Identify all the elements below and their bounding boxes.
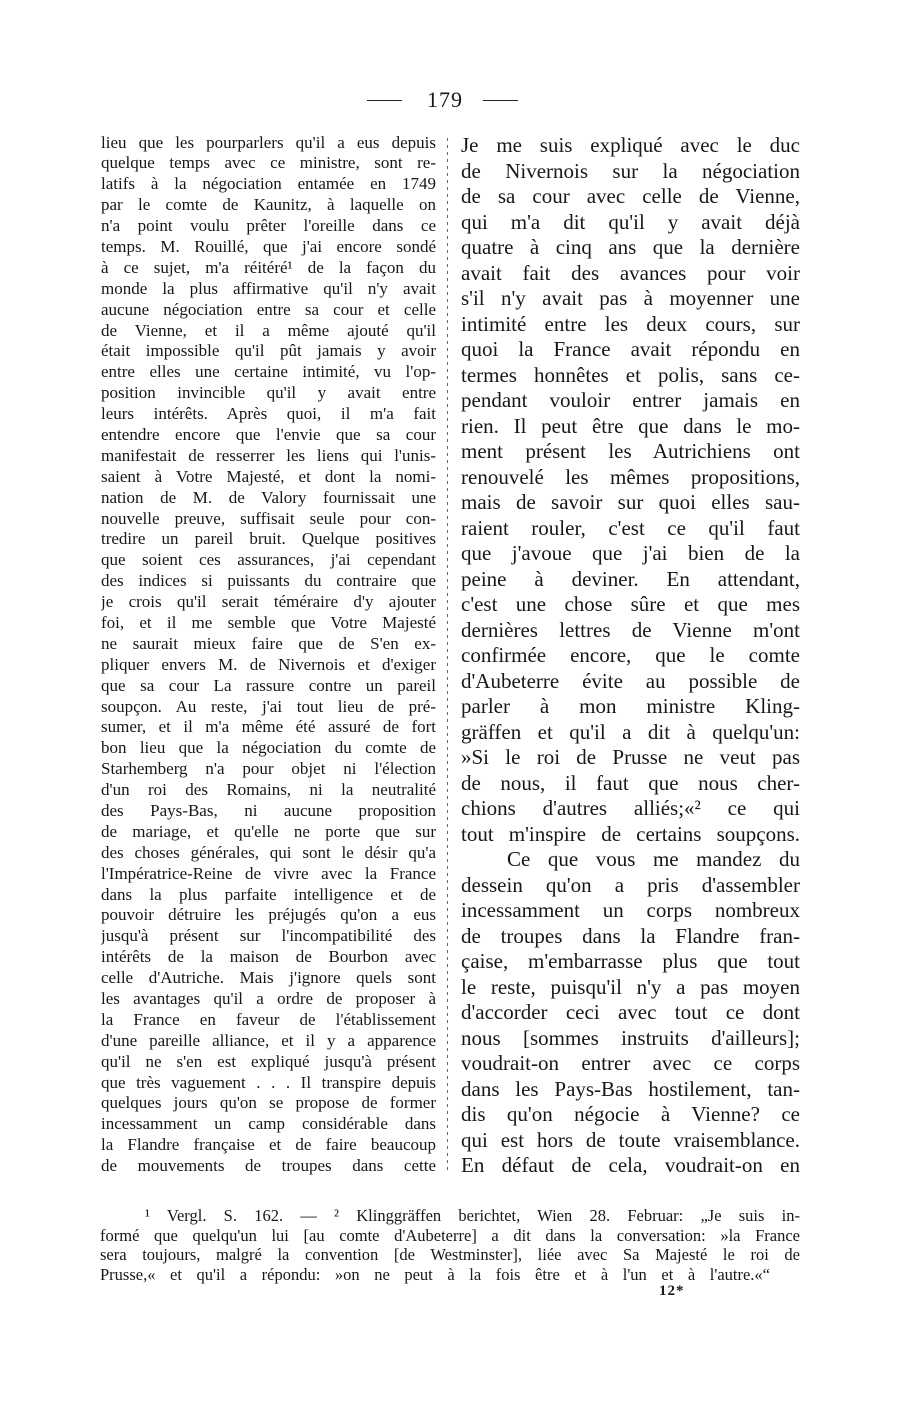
paragraph-start-line: Ce que vous me mandez du	[507, 847, 800, 872]
left-column-line: ne saurait mieux faire que de S'en ex-	[101, 633, 436, 653]
left-column-line: la France en faveur de l'établissement	[101, 1009, 436, 1029]
right-column-line: de troupes dans la Flandre fran-	[461, 923, 800, 948]
left-column-line: tredire un pareil bruit. Quelque positives	[101, 529, 436, 549]
left-column-line: celle d'Autriche. Mais j'ignore quels sont	[101, 968, 436, 988]
left-column-line: n'a point voulu prêter l'oreille dans ce	[101, 216, 436, 236]
left-column-line: à ce sujet, m'a réitéré¹ de la façon du	[101, 257, 436, 277]
left-column-line: lieu que les pourparlers qu'il a eus depuis	[101, 132, 436, 152]
left-column-line: de mariage, et qu'elle ne porte que sur	[101, 821, 436, 841]
left-column-line: latifs à la négociation entamée en 1749	[101, 174, 436, 194]
left-column-line: jusqu'à présent sur l'incompatibilité des	[101, 926, 436, 946]
right-column-line: c'est une chose sûre et que mes	[461, 592, 800, 617]
right-column-line: d'accorder ceci avec tout ce dont	[461, 1000, 800, 1025]
right-column-line: ment présent les Autrichiens ont	[461, 439, 800, 464]
left-column	[101, 133, 436, 1178]
right-column-line: tout m'inspire de certains soupçons.	[461, 821, 800, 846]
right-column-line: chions d'autres alliés;«² ce qui	[461, 796, 800, 821]
footnotes	[100, 1206, 800, 1284]
printer-signature-mark: 12*	[659, 1283, 685, 1299]
left-column-line: dans la plus parfaite intelligence et de	[101, 884, 436, 904]
left-column-line: bon lieu que la négociation du comte de	[101, 738, 436, 758]
right-column-line: le reste, puisqu'il n'y a pas moyen	[461, 974, 800, 999]
right-column-line: termes honnêtes et polis, sans ce-	[461, 362, 800, 387]
right-column-line: mais de savoir sur quoi elles sau-	[461, 490, 800, 515]
left-column-line: la Flandre française et de faire beaucoup	[101, 1135, 436, 1155]
right-column-line: rien. Il peut être que dans le mo-	[461, 413, 800, 438]
left-column-line: leurs intérêts. Après quoi, il m'a fait	[101, 404, 436, 424]
right-column-line: dis qu'on négocie à Vienne? ce	[461, 1102, 800, 1127]
left-column-line: de Vienne, et il a même ajouté qu'il	[101, 320, 436, 340]
right-column-line: dernières lettres de Vienne m'ont	[461, 617, 800, 642]
right-column-line: »Si le roi de Prusse ne veut pas	[461, 745, 800, 770]
left-column-line: soupçon. Au reste, j'ai tout lieu de pré-	[101, 696, 436, 716]
footnote-line: formé que quelqu'un lui [au comte d'Aubeterre] a dit dans la conversation: »la France	[100, 1225, 800, 1245]
right-column-line: intimité entre les deux cours, sur	[461, 311, 800, 336]
right-column-line: incessamment un corps nombreux	[461, 898, 800, 923]
right-column-line: quoi la France avait répondu en	[461, 337, 800, 362]
left-column-line: qu'il ne s'en est expliqué jusqu'à présent	[101, 1051, 436, 1071]
right-column-line: En défaut de cela, voudrait-on en	[461, 1153, 800, 1178]
right-column-line: de Nivernois sur la négociation	[461, 158, 800, 183]
page-number: 179	[427, 87, 463, 112]
footnote-line: Prusse,« et qu'il a répondu: »on ne peut à la fois être et à l'un et à l'autre.«“	[100, 1264, 770, 1284]
left-column-line: nation de M. de Valory fournissait une	[101, 487, 436, 507]
left-column-line: je crois qu'il serait téméraire d'y ajouter	[101, 592, 436, 612]
right-column-line: raient rouler, c'est ce qu'il faut	[461, 515, 800, 540]
right-column	[461, 133, 800, 1179]
left-column-line: de mouvements de troupes dans cette	[101, 1156, 436, 1176]
footnote-line: ¹ Vergl. S. 162. — ² Klinggräffen berichtet, Wien 28. Februar: „Je suis in-	[145, 1206, 800, 1225]
right-column-line: dans les Pays-Bas hostilement, tan-	[461, 1076, 800, 1101]
left-column-line: intérêts de la maison de Bourbon avec	[101, 947, 436, 967]
right-column-line: dessein qu'on a pris d'assembler	[461, 872, 800, 897]
left-column-line: d'une pareille alliance, et il y a apparence	[101, 1030, 436, 1050]
header-rule-right	[483, 100, 518, 101]
left-column-line: pliquer envers M. de Nivernois et d'exiger	[101, 654, 436, 674]
left-column-line: quelques jours qu'on se propose de former	[101, 1093, 436, 1113]
right-column-line: parler à mon ministre Kling-	[461, 694, 800, 719]
left-column-line: incessamment un camp considérable dans	[101, 1114, 436, 1134]
right-column-line: d'Aubeterre évite au possible de	[461, 668, 800, 693]
left-column-line: sumer, et il m'a même été assuré de fort	[101, 717, 436, 737]
left-column-line: pouvoir détruire les préjugés qu'on a eus	[101, 905, 436, 925]
right-column-line: qui m'a dit qu'il y avait déjà	[461, 209, 800, 234]
right-column-line: peine à deviner. En attendant,	[461, 566, 800, 591]
right-column-line: avait fait des avances pour voir	[461, 260, 800, 285]
left-column-line: entre elles une certaine intimité, vu l'op-	[101, 362, 436, 382]
left-column-line: par le comte de Kaunitz, à laquelle on	[101, 195, 436, 215]
left-column-line: des Pays-Bas, ni aucune proposition	[101, 801, 436, 820]
left-column-line: quelque temps avec ce ministre, sont re-	[101, 153, 436, 173]
right-column-line: confirmée encore, que le comte	[461, 643, 800, 668]
left-column-line: position invincible qu'il y avait entre	[101, 383, 436, 403]
right-column-line: gräffen et qu'il a dit à quelqu'un:	[461, 719, 800, 744]
left-column-line: foi, et il me semble que Votre Majesté	[101, 612, 436, 632]
left-column-line: temps. M. Rouillé, que j'ai encore sondé	[101, 236, 436, 256]
left-column-line: monde la plus affirmative qu'il n'y avait	[101, 278, 436, 298]
right-column-line: nous [sommes instruits d'ailleurs];	[461, 1025, 800, 1050]
left-column-line: nouvelle preuve, suffisait seule pour con-	[101, 508, 436, 528]
left-column-line: entendre encore que l'envie que sa cour	[101, 424, 436, 444]
right-column-line: pendant vouloir entrer jamais en	[461, 388, 800, 413]
left-column-line: les avantages qu'il a ordre de proposer à	[101, 989, 436, 1009]
footnote-line: sera toujours, malgré la convention [de Westminster], liée avec Sa Majesté le roi de	[100, 1245, 800, 1265]
left-column-line: était impossible qu'il pût jamais y avoir	[101, 341, 436, 361]
right-column-line: renouvelé les mêmes propositions,	[461, 464, 800, 489]
left-column-line: d'un roi des Romains, ni la neutralité	[101, 780, 436, 800]
left-column-line: Starhemberg n'a pour objet ni l'élection	[101, 759, 436, 779]
left-column-line: des choses générales, qui sont le désir qu'a	[101, 842, 436, 862]
left-column-line: que sa cour La rassure contre un pareil	[101, 675, 436, 695]
left-column-line: des indices si puissants du contraire que	[101, 571, 436, 591]
left-column-line: manifestait de resserrer les liens qui l'unis-	[101, 445, 436, 465]
right-column-line: Je me suis expliqué avec le duc	[461, 133, 800, 158]
right-column-line: s'il n'y avait pas à moyenner une	[461, 286, 800, 311]
right-column-line: de nous, il faut que nous cher-	[461, 770, 800, 795]
column-divider	[447, 138, 448, 1174]
right-column-line: de sa cour avec celle de Vienne,	[461, 184, 800, 209]
left-column-line: saient à Votre Majesté, et dont la nomi-	[101, 466, 436, 486]
right-column-line: quatre à cinq ans que la dernière	[461, 235, 800, 260]
header-rule-left	[367, 100, 402, 101]
left-column-line: aucune négociation entre sa cour et celle	[101, 299, 436, 319]
right-column-line: çaise, m'embarrasse plus que tout	[461, 949, 800, 974]
right-column-line: qui est hors de toute vraisemblance.	[461, 1127, 800, 1152]
left-column-line: que soient ces assurances, j'ai cependant	[101, 550, 436, 570]
right-column-line: que j'avoue que j'ai bien de la	[461, 541, 800, 566]
left-column-line: l'Impératrice-Reine de vivre avec la France	[101, 863, 436, 883]
right-column-line: voudrait-on entrer avec ce corps	[461, 1051, 800, 1076]
left-column-line: que très vaguement . . . Il transpire depuis	[101, 1072, 436, 1092]
